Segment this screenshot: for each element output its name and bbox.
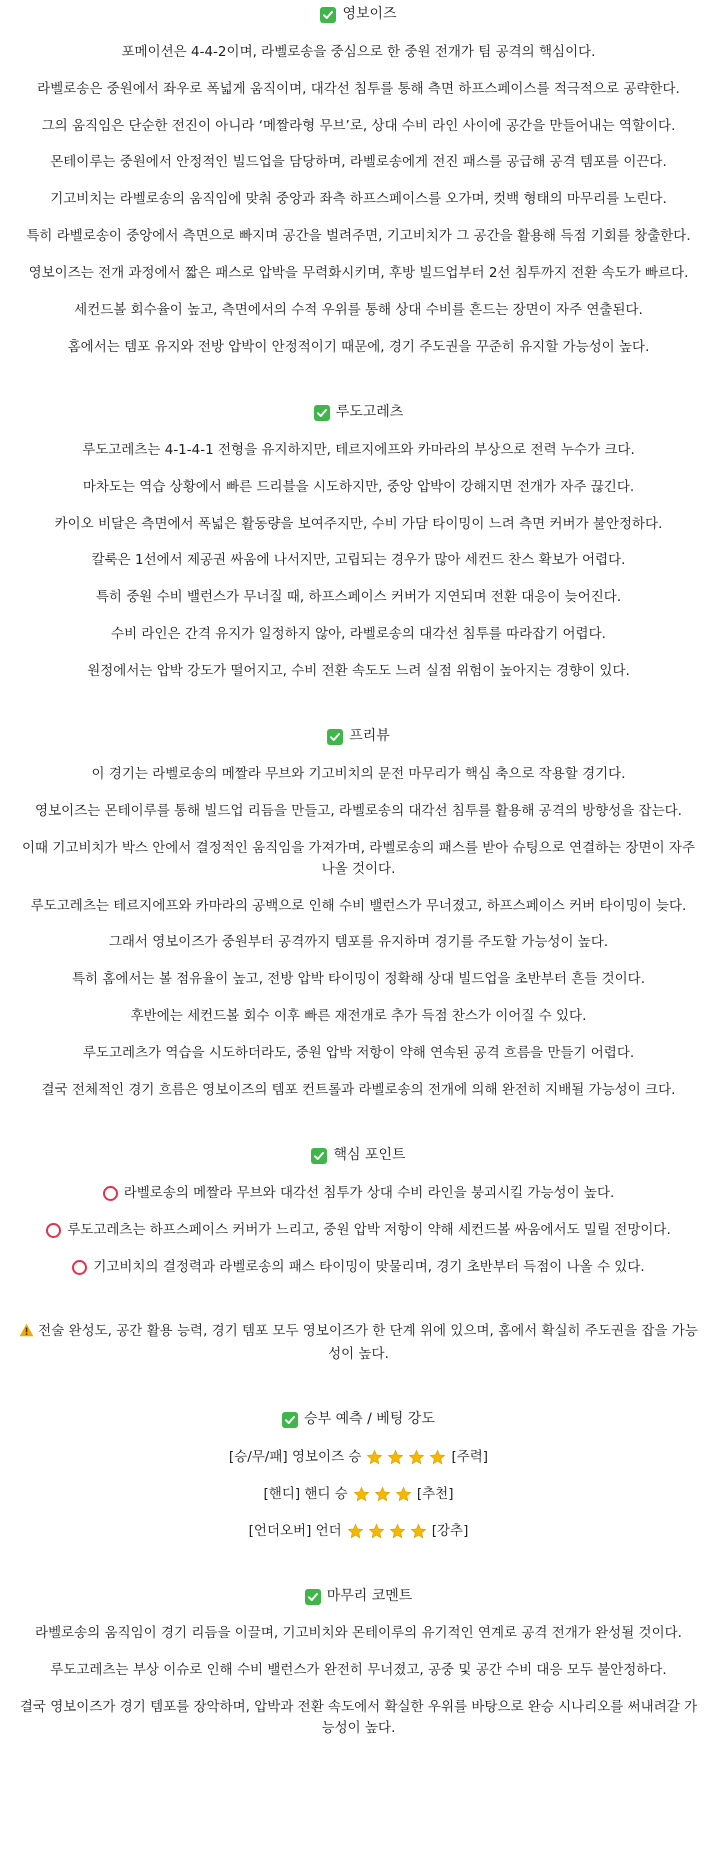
section-title: 핵심 포인트 [333, 1147, 406, 1164]
paragraph: 특히 중원 수비 밸런스가 무너질 때, 하프스페이스 커버가 지연되며 전환 대응이 늦어진다. [95, 589, 622, 606]
star-icon [366, 1449, 383, 1466]
star-icon [395, 1486, 412, 1503]
section-youngboys [12, 4, 705, 358]
paragraph: 결국 영보이즈가 경기 템포를 장악하며, 압박과 전환 속도에서 확실한 우위를 바탕으로 완승 시나리오를 써내려갈 가능성이 높다. [19, 1699, 698, 1737]
paragraph: 영보이즈는 몬테이루를 통해 빌드업 리듬을 만들고, 라벨로송의 대각선 침투를 활용해 공격의 방향성을 잡는다. [35, 802, 682, 819]
section-closing [12, 1586, 705, 1739]
star-rating [366, 1449, 446, 1466]
bet-label: [언더오버] 언더 [248, 1522, 342, 1539]
paragraph: 라벨로송은 중원에서 좌우로 폭넓게 움직이며, 대각선 침투를 통해 측면 하프스페이스를 적극적으로 공략한다. [37, 80, 680, 97]
red-circle-icon [46, 1223, 61, 1238]
check-mark-icon [311, 1148, 327, 1164]
star-icon [387, 1449, 404, 1466]
section-heading [12, 402, 705, 424]
star-rating [353, 1486, 412, 1503]
check-mark-icon [314, 405, 330, 421]
paragraph: 포메이션은 4-4-2이며, 라벨로송을 중심으로 한 중원 전개가 팀 공격의 핵심이다. [121, 43, 596, 60]
star-icon [353, 1486, 370, 1503]
star-icon [429, 1449, 446, 1466]
paragraph: 영보이즈는 전개 과정에서 짧은 패스로 압박을 무력화시키며, 후방 빌드업부터 2선 침투까지 전환 속도가 빠르다. [28, 265, 689, 282]
paragraph: 특히 홈에서는 볼 점유율이 높고, 전방 압박 타이밍이 정확해 상대 빌드업을 초반부터 흔들 것이다. [72, 971, 645, 988]
star-icon [389, 1523, 406, 1540]
paragraph: 수비 라인은 간격 유지가 일정하지 않아, 라벨로송의 대각선 침투를 따라잡기 어렵다. [111, 626, 606, 643]
key-point-item [12, 1183, 705, 1204]
section-heading [12, 4, 705, 26]
key-point-text: 기고비치의 결정력과 라벨로송의 패스 타이밍이 맞물리며, 경기 초반부터 득점이 나올 수 있다. [93, 1258, 645, 1275]
paragraph: 결국 전체적인 경기 흐름은 영보이즈의 템포 컨트롤과 라벨로송의 전개에 의해 완전히 지배될 가능성이 크다. [41, 1082, 676, 1099]
section-title: 프리뷰 [349, 728, 390, 745]
paragraph: 루도고레츠는 부상 이슈로 인해 수비 밸런스가 완전히 무너졌고, 공중 및 공간 수비 대응 모두 불안정하다. [50, 1662, 667, 1679]
bet-row [12, 1484, 705, 1505]
key-point-text: 루도고레츠는 하프스페이스 커버가 느리고, 중원 압박 저항이 약해 세컨드볼 싸움에서도 밀릴 전망이다. [67, 1221, 671, 1238]
warning-text: 전술 완성도, 공간 활용 능력, 경기 템포 모두 영보이즈가 한 단계 위에 있으며, 홈에서 확실히 주도권을 잡을 가능성이 높다. [38, 1323, 698, 1363]
paragraph: 기고비치는 라벨로송의 움직임에 맞춰 중앙과 좌측 하프스페이스를 오가며, 컷백 형태의 마무리를 노린다. [50, 191, 667, 208]
section-title: 영보이즈 [342, 6, 397, 22]
warning-icon [19, 1323, 34, 1344]
section-ludogorets [12, 402, 705, 682]
bet-label: [핸디] 핸디 승 [263, 1485, 348, 1502]
paragraph: 라벨로송의 움직임이 경기 리듬을 이끌며, 기고비치와 몬테이루의 유기적인 연계로 공격 전개가 완성될 것이다. [35, 1625, 682, 1642]
star-rating [347, 1523, 427, 1540]
check-mark-icon [327, 729, 343, 745]
paragraph: 특히 라벨로송이 중앙에서 측면으로 빠지며 공간을 벌려주면, 기고비치가 그 공간을 활용해 득점 기회를 창출한다. [26, 228, 691, 245]
section-title: 마무리 코멘트 [326, 1587, 413, 1604]
warning-note [12, 1321, 705, 1365]
paragraph: 홈에서는 템포 유지와 전방 압박이 안정적이기 때문에, 경기 주도권을 꾸준히 유지할 가능성이 높다. [67, 339, 650, 356]
key-point-item [12, 1220, 705, 1241]
check-mark-icon [305, 1589, 321, 1605]
red-circle-icon [72, 1260, 87, 1275]
paragraph: 칼룩은 1선에서 제공권 싸움에 나서지만, 고립되는 경우가 많아 세컨드 찬스 확보가 어렵다. [91, 552, 626, 569]
red-circle-icon [103, 1186, 118, 1201]
star-icon [347, 1523, 364, 1540]
star-icon [410, 1523, 427, 1540]
paragraph: 카이오 비달은 측면에서 폭넓은 활동량을 보여주지만, 수비 가담 타이밍이 느려 측면 커버가 불안정하다. [54, 515, 663, 532]
paragraph: 루도고레츠는 4-1-4-1 전형을 유지하지만, 테르지에프와 카마라의 부상으로 전력 누수가 크다. [82, 441, 635, 458]
section-title: 루도고레츠 [335, 403, 404, 420]
paragraph: 마차도는 역습 상황에서 빠른 드리블을 시도하지만, 중앙 압박이 강해지면 전개가 자주 끊긴다. [82, 478, 635, 495]
section-heading [12, 1409, 705, 1431]
bet-tag: [추천] [416, 1485, 454, 1502]
bet-tag: [강추] [431, 1522, 469, 1539]
star-icon [374, 1486, 391, 1503]
section-title: 승부 예측 / 베팅 강도 [304, 1411, 435, 1428]
section-heading [12, 726, 705, 748]
star-icon [368, 1523, 385, 1540]
section-key-points [12, 1145, 705, 1277]
check-mark-icon [282, 1412, 298, 1428]
key-point-item [12, 1257, 705, 1278]
section-prediction [12, 1409, 705, 1541]
paragraph: 이 경기는 라벨로송의 메짤라 무브와 기고비치의 문전 마무리가 핵심 축으로 작용할 경기다. [91, 765, 626, 782]
section-heading [12, 1586, 705, 1608]
paragraph: 원정에서는 압박 강도가 떨어지고, 수비 전환 속도도 느려 실점 위험이 높아지는 경향이 있다. [87, 663, 630, 680]
key-point-text: 라벨로송의 메짤라 무브와 대각선 침투가 상대 수비 라인을 붕괴시킬 가능성이 높다. [123, 1184, 615, 1201]
paragraph: 세컨드볼 회수율이 높고, 측면에서의 수적 우위를 통해 상대 수비를 흔드는 장면이 자주 연출된다. [74, 302, 643, 319]
paragraph: 후반에는 세컨드볼 회수 이후 빠른 재전개로 추가 득점 찬스가 이어질 수 있다. [130, 1008, 587, 1025]
paragraph: 루도고레츠는 테르지에프와 카마라의 공백으로 인해 수비 밸런스가 무너졌고, 하프스페이스 커버 타이밍이 늦다. [30, 897, 687, 914]
paragraph: 이때 기고비치가 박스 안에서 결정적인 움직임을 가져가며, 라벨로송의 패스를 받아 슈팅으로 연결하는 장면이 자주 나올 것이다. [21, 839, 695, 877]
paragraph: 그래서 영보이즈가 중원부터 공격까지 템포를 유지하며 경기를 주도할 가능성이 높다. [108, 934, 609, 951]
paragraph: 그의 움직임은 단순한 전진이 아니라 ‘메짤라형 무브’로, 상대 수비 라인 사이에 공간을 만들어내는 역할이다. [41, 117, 676, 134]
section-heading [12, 1145, 705, 1167]
paragraph: 루도고레츠가 역습을 시도하더라도, 중원 압박 저항이 약해 연속된 공격 흐름을 만들기 어렵다. [82, 1045, 635, 1062]
bet-row [12, 1447, 705, 1468]
check-mark-icon [320, 7, 336, 23]
bet-tag: [주력] [451, 1449, 489, 1466]
bet-label: [승/무/패] 영보이즈 승 [228, 1449, 362, 1466]
paragraph: 몬테이루는 중원에서 안정적인 빌드업을 담당하며, 라벨로송에게 전진 패스를 공급해 공격 템포를 이끈다. [50, 154, 667, 171]
star-icon [408, 1449, 425, 1466]
bet-row [12, 1521, 705, 1542]
section-preview [12, 726, 705, 1101]
